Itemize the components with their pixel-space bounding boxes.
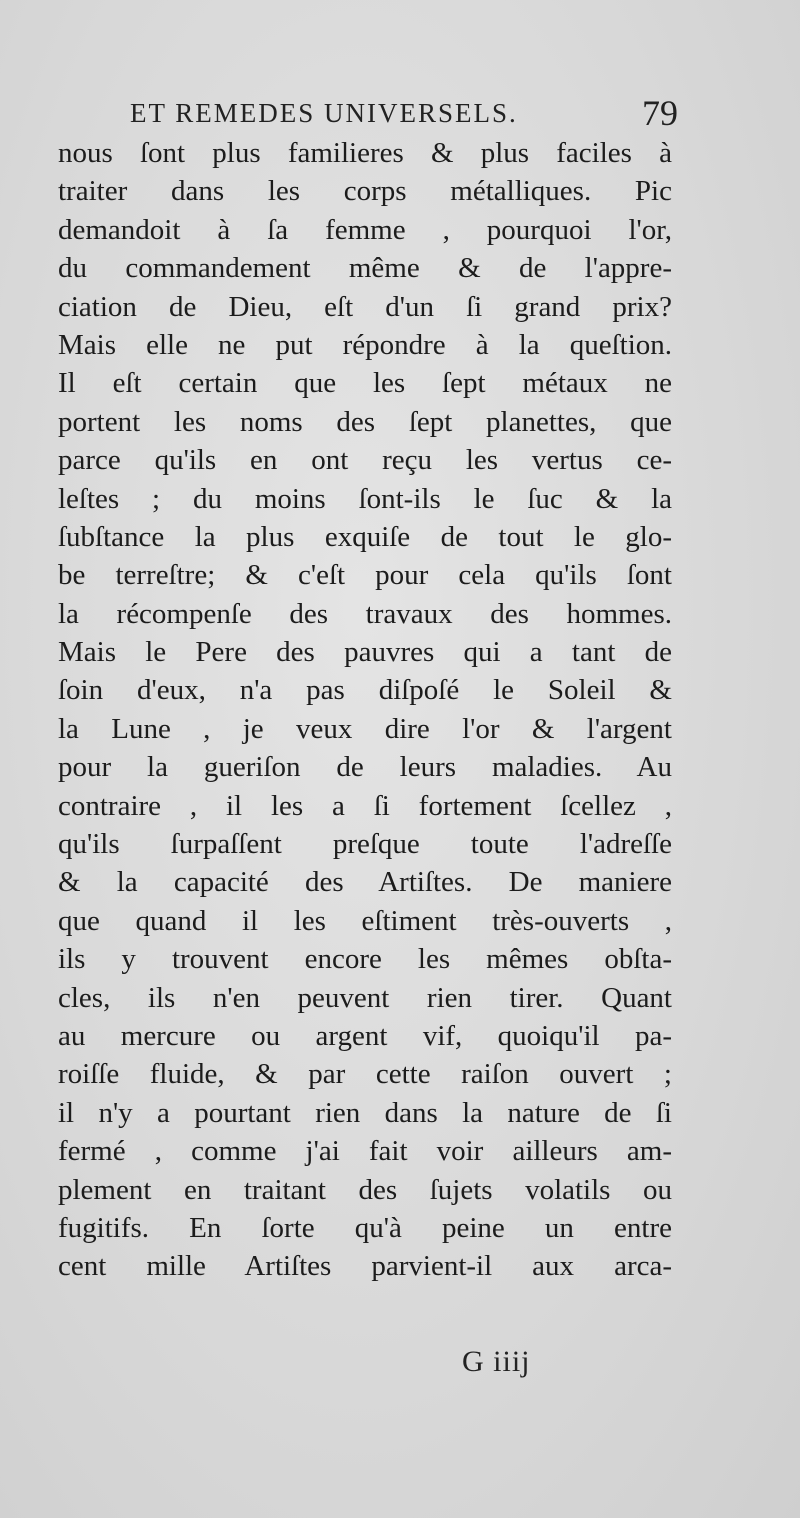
- text-line: traiter dans les corps métalliques. Pic: [58, 175, 672, 208]
- text-line: il n'y a pourtant rien dans la nature de ſi: [58, 1096, 672, 1129]
- text-line: Mais elle ne put répondre à la queſtion.: [58, 328, 672, 361]
- text-line: qu'ils ſurpaſſent preſque toute l'adreſſe: [58, 828, 672, 861]
- text-line: au mercure ou argent vif, quoiqu'il pa-: [58, 1019, 672, 1052]
- text-line: que quand il les eſtiment très-ouverts ,: [58, 904, 672, 937]
- text-line: be terreſtre; & c'eſt pour cela qu'ils ſont: [58, 559, 672, 592]
- text-line: portent les noms des ſept planettes, que: [58, 405, 672, 438]
- body-text: [58, 134, 672, 1286]
- text-line: ciation de Dieu, eſt d'un ſi grand prix?: [58, 290, 672, 323]
- text-line: pour la gueriſon de leurs maladies. Au: [58, 751, 672, 784]
- text-line: cent mille Artiſtes parvient-il aux arca-: [58, 1250, 672, 1283]
- running-title: ET REMEDES UNIVERSELS.: [130, 98, 518, 128]
- text-line: demandoit à ſa femme , pourquoi l'or,: [58, 213, 672, 246]
- text-line: leſtes ; du moins ſont-ils le ſuc & la: [58, 482, 672, 515]
- text-line: la Lune , je veux dire l'or & l'argent: [58, 712, 672, 745]
- signature-mark: G iiij: [462, 1345, 531, 1378]
- text-line: du commandement même & de l'appre-: [58, 252, 672, 285]
- text-line: parce qu'ils en ont reçu les vertus ce-: [58, 444, 672, 477]
- text-line: cles, ils n'en peuvent rien tirer. Quant: [58, 981, 672, 1014]
- text-line: fugitifs. En ſorte qu'à peine un entre: [58, 1211, 672, 1244]
- text-line: Il eſt certain que les ſept métaux ne: [58, 367, 672, 400]
- text-line: fermé , comme j'ai fait voir ailleurs am-: [58, 1135, 672, 1168]
- text-line: ſubſtance la plus exquiſe de tout le glo-: [58, 520, 672, 553]
- text-line: & la capacité des Artiſtes. De maniere: [58, 866, 672, 899]
- text-line: plement en traitant des ſujets volatils ou: [58, 1173, 672, 1206]
- text-line: nous ſont plus familieres & plus faciles à: [58, 137, 672, 169]
- text-line: Mais le Pere des pauvres qui a tant de: [58, 636, 672, 669]
- text-line: roiſſe fluide, & par cette raiſon ouvert ;: [58, 1058, 672, 1091]
- page-number: 79: [642, 93, 678, 133]
- text-line: contraire , il les a ſi fortement ſcellez ,: [58, 789, 672, 822]
- text-line: ſoin d'eux, n'a pas diſpoſé le Soleil &: [58, 674, 672, 707]
- text-line: la récompenſe des travaux des hommes.: [58, 597, 672, 630]
- text-line: ils y trouvent encore les mêmes obſta-: [58, 943, 672, 976]
